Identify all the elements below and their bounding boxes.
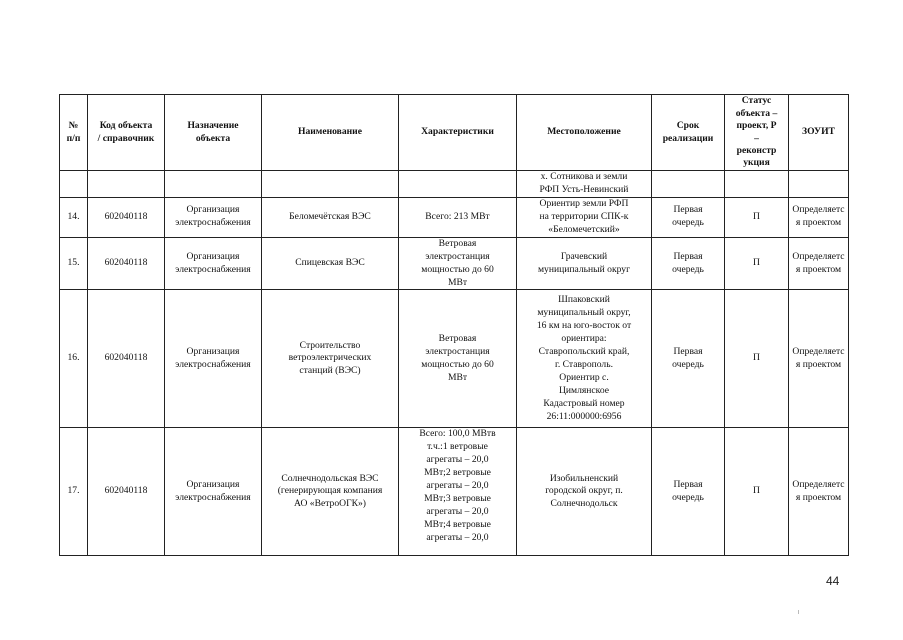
object-location <box>517 171 652 198</box>
object-characteristics-line: мощностью до 60 <box>421 263 494 275</box>
object-characteristics-line: мощностью до 60 <box>421 358 494 370</box>
header-line: Назначение <box>187 120 239 132</box>
zouit-cell-line: я проектом <box>795 217 842 229</box>
col-zouit-header <box>789 95 849 171</box>
implementation-term-line: очередь <box>672 491 704 503</box>
object-location-line: на территории СПК-к <box>539 210 629 222</box>
object-characteristics-line: агрегаты – 20,0 <box>426 506 489 518</box>
col-code-header <box>88 95 165 171</box>
object-location-line: 16 км на юго-восток от <box>536 320 632 332</box>
header-line: Наименование <box>298 126 362 138</box>
header-line: ЗОУИТ <box>802 126 835 138</box>
object-code: 602040118 <box>88 237 165 290</box>
implementation-term-line: очередь <box>672 263 704 275</box>
object-characteristics-line: Ветровая <box>438 237 477 249</box>
object-characteristics-line: электростанция <box>425 346 490 357</box>
implementation-term-line: Первая <box>673 204 703 216</box>
object-characteristics-line: т.ч.:1 ветровые <box>427 441 488 453</box>
zouit-cell-line: Определяетс <box>792 346 845 357</box>
page-number: 44 <box>826 574 840 588</box>
object-name-line: Солнечнодольская ВЭС <box>281 472 379 484</box>
object-status: П <box>725 428 789 556</box>
object-characteristics <box>399 237 517 290</box>
object-location-line: «Беломечетский» <box>548 223 620 235</box>
object-location-line: г. Ставрополь. <box>555 358 613 370</box>
zouit-cell <box>789 290 849 428</box>
header-line: укция <box>743 157 770 169</box>
object-location-line: Кадастровый номер <box>543 397 625 409</box>
object-location-line: Шпаковский <box>558 294 610 306</box>
object-purpose-line: Организация <box>186 346 240 357</box>
header-line: объекта <box>195 132 231 144</box>
object-characteristics-line: МВт;2 ветровые <box>424 467 491 479</box>
object-characteristics-line: МВт;3 ветровые <box>424 493 491 505</box>
header-line: реконстр <box>736 144 777 156</box>
implementation-term-line: очередь <box>672 217 704 229</box>
object-name <box>262 237 399 290</box>
col-characteristics-header <box>399 95 517 171</box>
object-status: П <box>725 237 789 290</box>
row-number: 17. <box>60 428 88 556</box>
object-name <box>262 428 399 556</box>
object-purpose <box>165 428 262 556</box>
header-line: Местоположение <box>547 126 621 138</box>
object-purpose <box>165 197 262 237</box>
header-line: Код объекта <box>99 120 153 132</box>
register-table <box>59 94 849 556</box>
object-name-line: АО «ВетроОГК») <box>294 498 366 510</box>
implementation-term-line: Первая <box>673 479 703 490</box>
object-location <box>517 197 652 237</box>
table-body <box>60 171 849 556</box>
object-characteristics-line: агрегаты – 20,0 <box>426 454 489 466</box>
object-location-line: х. Сотникова и земли <box>540 171 628 182</box>
implementation-term <box>652 237 725 290</box>
implementation-term <box>652 171 725 198</box>
object-name-line: Беломечётская ВЭС <box>289 210 371 222</box>
scan-speck <box>798 610 799 614</box>
implementation-term <box>652 197 725 237</box>
object-location-line: Изобильненский <box>549 472 619 484</box>
implementation-term-line: Первая <box>673 250 703 262</box>
implementation-term <box>652 290 725 428</box>
object-name <box>262 290 399 428</box>
zouit-cell <box>789 197 849 237</box>
header-line: реализации <box>662 132 714 144</box>
object-name-line: Строительство <box>299 339 361 351</box>
object-location-line: Ориентир с. <box>559 371 609 383</box>
zouit-cell-line: я проектом <box>795 491 842 503</box>
object-location-line: Ставропольский край, <box>538 346 630 357</box>
object-purpose <box>165 171 262 198</box>
zouit-cell-line: я проектом <box>795 263 842 275</box>
object-name-line: ветроэлектрических <box>288 352 372 364</box>
row-number: 16. <box>60 290 88 428</box>
header-line: – <box>754 132 759 144</box>
object-characteristics-line: электростанция <box>425 250 490 262</box>
object-purpose-line: электроснабжения <box>175 358 251 370</box>
object-location-line: городской округ, п. <box>545 485 623 497</box>
col-purpose-header <box>165 95 262 171</box>
object-purpose-line: Организация <box>186 250 240 262</box>
header-line: Статус <box>741 95 772 107</box>
header-line: Характеристики <box>421 126 494 138</box>
object-location-line: Солнечнодольск <box>550 498 618 510</box>
object-characteristics-line: МВт <box>447 276 468 288</box>
object-name-line: (генерирующая компания <box>277 485 383 497</box>
implementation-term-line: Первая <box>673 346 703 357</box>
zouit-cell-line: я проектом <box>795 358 842 370</box>
object-characteristics <box>399 197 517 237</box>
object-name-line: Спицевская ВЭС <box>295 257 365 269</box>
object-characteristics <box>399 171 517 198</box>
object-name <box>262 197 399 237</box>
col-location-header <box>517 95 652 171</box>
object-name-line: станций (ВЭС) <box>299 365 361 377</box>
zouit-cell-line: Определяетс <box>792 204 845 216</box>
implementation-term-line: очередь <box>672 358 704 370</box>
object-characteristics-line: Ветровая <box>438 333 477 345</box>
object-location <box>517 290 652 428</box>
object-characteristics-line: МВт <box>447 371 468 383</box>
table-row <box>60 237 849 290</box>
object-purpose <box>165 290 262 428</box>
object-characteristics-line: МВт;4 ветровые <box>424 519 491 530</box>
row-number <box>60 171 88 198</box>
object-status: П <box>725 197 789 237</box>
zouit-cell <box>789 237 849 290</box>
table-row <box>60 197 849 237</box>
zouit-cell-line: Определяетс <box>792 479 845 490</box>
table-row <box>60 290 849 428</box>
object-code: 602040118 <box>88 428 165 556</box>
header-line: Срок <box>676 120 700 132</box>
object-purpose-line: электроснабжения <box>175 263 251 275</box>
header-line: № <box>68 120 79 132</box>
object-purpose <box>165 237 262 290</box>
object-location-line: Цимлянское <box>558 384 610 396</box>
header-line: п/п <box>66 132 81 144</box>
object-status <box>725 171 789 198</box>
header-line: объекта – <box>735 107 778 119</box>
object-characteristics <box>399 428 517 556</box>
header-line: проект, Р <box>736 120 777 132</box>
object-purpose-line: электроснабжения <box>175 491 251 503</box>
object-location <box>517 237 652 290</box>
table-header-row <box>60 95 849 171</box>
object-characteristics-line: агрегаты – 20,0 <box>426 480 489 492</box>
object-location-line: 26:11:000000:6956 <box>546 410 622 422</box>
row-number: 14. <box>60 197 88 237</box>
object-purpose-line: Организация <box>186 204 240 216</box>
row-number: 15. <box>60 237 88 290</box>
object-location-line: ориентира: <box>561 333 607 345</box>
object-purpose-line: Организация <box>186 479 240 490</box>
implementation-term <box>652 428 725 556</box>
col-name-header <box>262 95 399 171</box>
object-status: П <box>725 290 789 428</box>
object-characteristics-line: Всего: 100,0 МВтв <box>419 428 496 440</box>
object-name <box>262 171 399 198</box>
object-location-line: РФП Усть-Невинский <box>539 183 629 195</box>
zouit-cell <box>789 171 849 198</box>
header-line: / справочник <box>97 132 155 144</box>
col-number-header <box>60 95 88 171</box>
col-status-header <box>725 95 789 171</box>
zouit-cell-line: Определяетс <box>792 250 845 262</box>
object-characteristics-line: агрегаты – 20,0 <box>426 531 489 543</box>
table-row <box>60 171 849 198</box>
object-location-line: муниципальный округ <box>537 263 631 275</box>
zouit-cell <box>789 428 849 556</box>
object-code: 602040118 <box>88 197 165 237</box>
object-characteristics <box>399 290 517 428</box>
col-term-header <box>652 95 725 171</box>
object-location <box>517 428 652 556</box>
object-purpose-line: электроснабжения <box>175 217 251 229</box>
object-location-line: Ориентир земли РФП <box>539 197 629 209</box>
object-location-line: муниципальный округ, <box>537 307 631 319</box>
object-code <box>88 171 165 198</box>
table-row <box>60 428 849 556</box>
object-code: 602040118 <box>88 290 165 428</box>
object-characteristics-line: Всего: 213 МВт <box>425 210 490 222</box>
object-location-line: Грачевский <box>560 250 608 262</box>
